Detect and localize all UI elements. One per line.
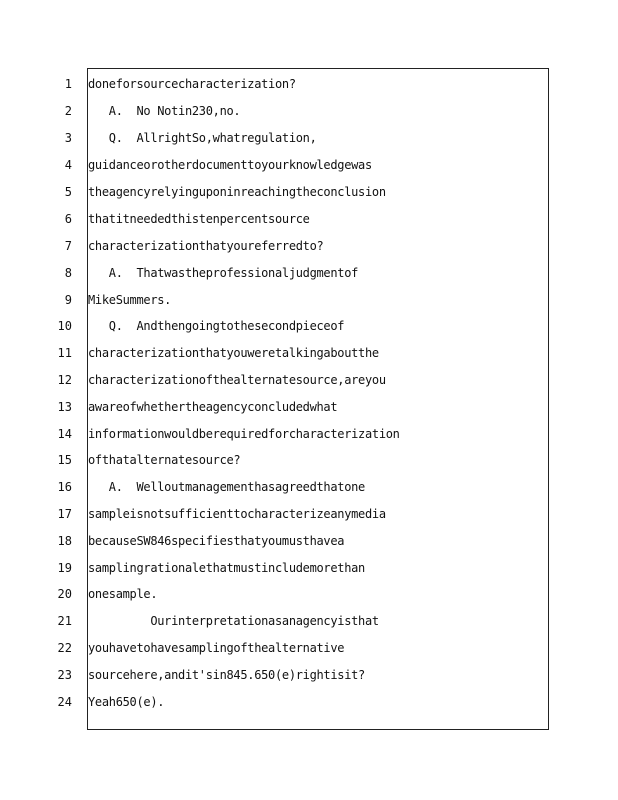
- line-number: 15: [57, 453, 72, 467]
- line-number: 14: [57, 427, 72, 441]
- transcript-line: A. Thatwastheprofessionaljudgmentof: [88, 266, 359, 280]
- transcript-line: Q. AllrightSo,whatregulation,: [88, 131, 317, 145]
- line-number: 18: [57, 534, 72, 548]
- transcript-line: informationwouldberequiredforcharacterization: [88, 427, 400, 441]
- transcript-line: Q. Andthengoingtothesecondpieceof: [88, 319, 345, 333]
- line-number: 2: [64, 104, 72, 118]
- line-number: 5: [64, 185, 72, 199]
- line-number: 17: [57, 507, 72, 521]
- transcript-line: guidanceorotherdocumenttoyourknowledgewas: [88, 158, 372, 172]
- line-number: 19: [57, 561, 72, 575]
- transcript-line: thatitneededthistenpercentsource: [88, 212, 310, 226]
- transcript-line: becauseSW846specifiesthatyoumusthavea: [88, 534, 345, 548]
- transcript-line: characterizationofthealternatesource,areyou: [88, 373, 386, 387]
- transcript-line: samplingrationalethatmustincludemorethan: [88, 561, 365, 575]
- transcript-line: awareofwhethertheagencyconcludedwhat: [88, 400, 338, 414]
- transcript-line: sourcehere,andit'sin845.650(e)rightisit?: [88, 668, 365, 682]
- line-number: 22: [57, 641, 72, 655]
- transcript-line: ofthatalternatesource?: [88, 453, 241, 467]
- line-number: 6: [64, 212, 72, 226]
- transcript-line: sampleisnotsufficienttocharacterizeanymedia: [88, 507, 386, 521]
- transcript-line: A. No Notin230,no.: [88, 104, 241, 118]
- line-number: 13: [57, 400, 72, 414]
- line-number: 3: [64, 131, 72, 145]
- line-number: 16: [57, 480, 72, 494]
- line-number: 12: [57, 373, 72, 387]
- line-number: 11: [57, 346, 72, 360]
- line-number: 20: [57, 587, 72, 601]
- transcript-line: Ourinterpretationasanagencyisthat: [88, 614, 379, 628]
- line-number: 8: [64, 266, 72, 280]
- transcript-line: A. Welloutmanagementhasagreedthatone: [88, 480, 365, 494]
- line-number: 9: [64, 293, 72, 307]
- transcript-line: MikeSummers.: [88, 293, 172, 307]
- line-number: 24: [57, 695, 72, 709]
- line-number: 1: [64, 77, 72, 91]
- transcript-line: characterizationthatyouweretalkingaboutthe: [88, 346, 379, 360]
- transcript-line: doneforsourcecharacterization?: [88, 77, 296, 91]
- transcript-line: characterizationthatyoureferredto?: [88, 239, 324, 253]
- transcript-line: onesample.: [88, 587, 158, 601]
- line-number: 4: [64, 158, 72, 172]
- transcript-line: Yeah650(e).: [88, 695, 165, 709]
- line-number: 23: [57, 668, 72, 682]
- line-number: 21: [57, 614, 72, 628]
- line-number: 7: [64, 239, 72, 253]
- transcript-line: youhavetohavesamplingofthealternative: [88, 641, 345, 655]
- line-number: 10: [57, 319, 72, 333]
- transcript-line: theagencyrelyinguponinreachingtheconclusion: [88, 185, 386, 199]
